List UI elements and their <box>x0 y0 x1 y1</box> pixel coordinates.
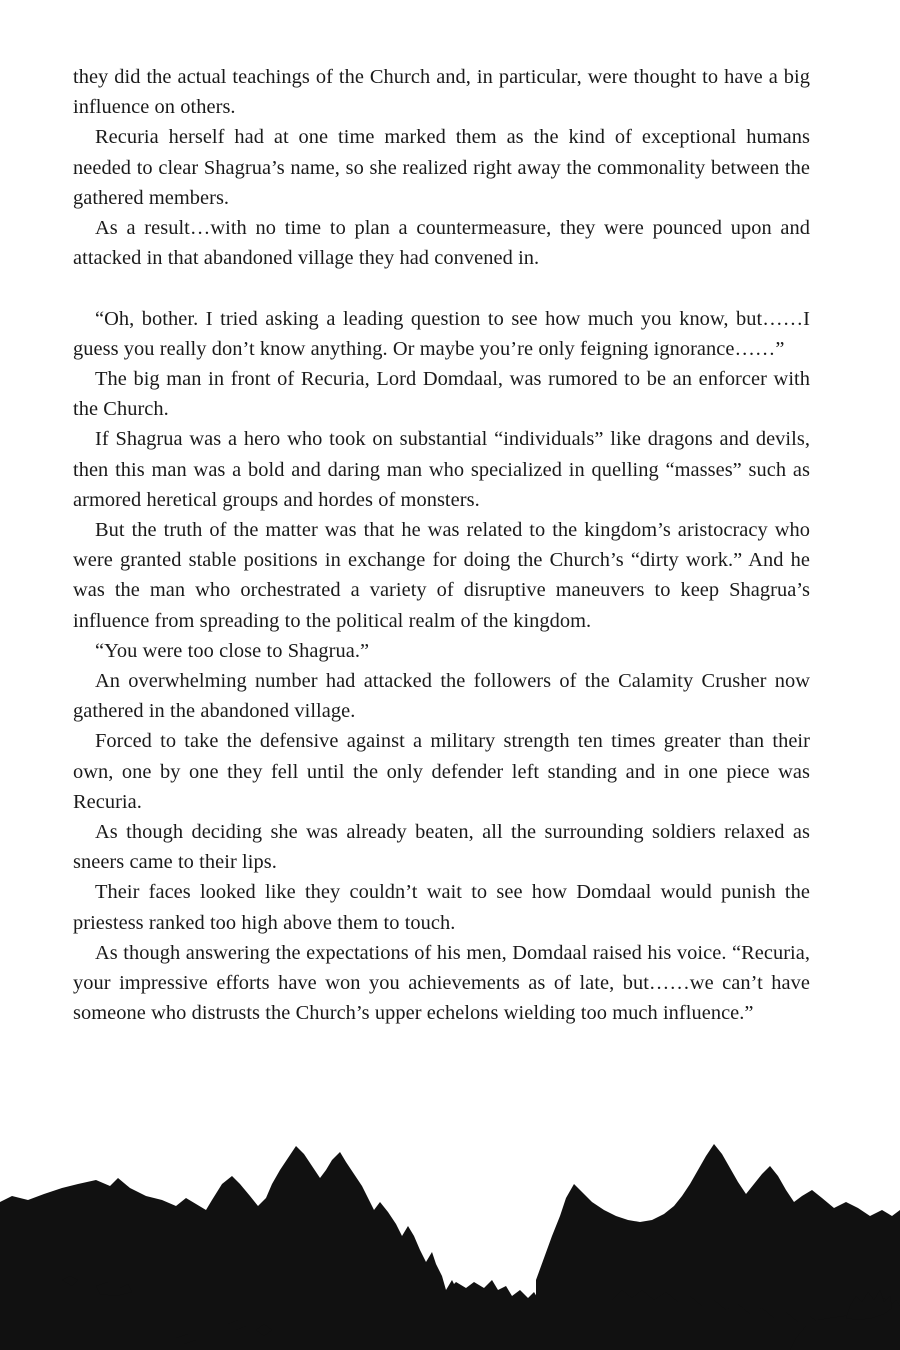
paragraph: As though answering the expectations of his men, Domdaal raised his voice. “Recuria, your impressive efforts have won you achievements as of late, but……we can’t have someone who distrusts the Church’s upper echelons wielding too much influence.” <box>73 941 810 1025</box>
paragraph: Forced to take the defensive against a military strength ten times greater than their own, one by one they fell until the only defender left standing and in one piece was Recuria. <box>73 730 810 813</box>
paragraph: The big man in front of Recuria, Lord Domdaal, was rumored to be an enforcer with the Church. <box>73 368 810 421</box>
paragraph: As a result…with no time to plan a countermeasure, they were pounced upon and attacked in that abandoned village they had convened in. <box>73 217 810 270</box>
paragraph: Recuria herself had at one time marked them as the kind of exceptional humans needed to clear Shagrua’s name, so she realized right away the commonality between the gathered members. <box>73 126 810 209</box>
paragraph: “You were too close to Shagrua.” <box>95 639 370 662</box>
paragraph: Their faces looked like they couldn’t wait to see how Domdaal would punish the priestess ranked too high above them to touch. <box>73 881 810 934</box>
paragraph: An overwhelming number had attacked the followers of the Calamity Crusher now gathered in the abandoned village. <box>73 670 810 723</box>
paragraph: “Oh, bother. I tried asking a leading question to see how much you know, but……I guess you really don’t know anything. Or maybe you’re only feigning ignorance……” <box>73 307 810 360</box>
paragraph: As though deciding she was already beaten, all the surrounding soldiers relaxed as sneers came to their lips. <box>73 821 810 874</box>
body-text-block <box>73 62 810 1028</box>
paragraph: But the truth of the matter was that he was related to the kingdom’s aristocracy who were granted stable positions in exchange for doing the Church’s “dirty work.” And he was the man who orchestrated a variety of disruptive maneuvers to keep Shagrua’s influence from spreading to the political realm of the kingdom. <box>73 519 810 632</box>
paragraph: If Shagrua was a hero who took on substantial “individuals” like dragons and devils, then this man was a bold and daring man who specialized in quelling “masses” such as armored heretical groups and hordes of monsters. <box>73 428 810 511</box>
ruined-village-silhouette-illustration <box>0 1140 900 1350</box>
section-break <box>73 273 810 303</box>
paragraph: they did the actual teachings of the Church and, in particular, were thought to have a big influence on others. <box>73 66 810 119</box>
